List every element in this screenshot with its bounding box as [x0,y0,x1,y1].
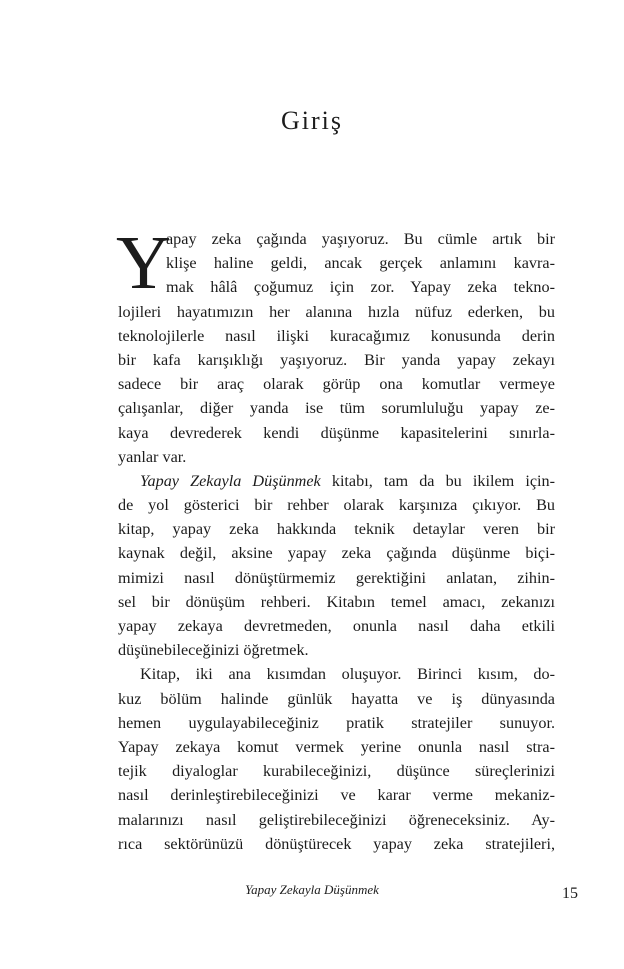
text-line: Kitap, iki ana kısımdan oluşuyor. Birinci kısım, do- [140,665,555,684]
text-line: nasıl derinleştirebileceğinizi ve karar verme mekaniz- [118,786,555,805]
text-line: lojileri hayatımızın her alanına hızla nüfuz ederken, bu [118,302,555,321]
text-line: mimizi nasıl dönüştürmemiz gerektiğini anlatan, zihin- [118,568,555,587]
body-text [116,221,555,856]
text-line: kaya devrederek kendi düşünme kapasitelerini sınırla- [118,423,555,442]
text-line: sadece bir araç olarak görüp ona komutlar vermeye [118,375,555,394]
text-line [118,469,555,493]
text-fragment: kitabı, tam da bu ikilem için- [331,471,555,490]
book-title-italic: Yapay Zekayla Düşünmek [140,471,321,490]
text-line: Yapay zekaya komut vermek yerine onunla nasıl stra- [118,737,555,756]
text-line: kaynak değil, aksine yapay zeka çağında düşünme biçi- [118,544,555,563]
text-line: bir kafa karışıklığı yaşıyoruz. Bir yanda yapay zekayı [118,350,555,369]
text-line: düşünebileceğinizi öğretmek. [118,641,309,660]
text-line: yanlar var. [118,447,187,466]
text-line: apay zeka çağında yaşıyoruz. Bu cümle artık bir [166,230,555,248]
text-line: hemen uygulayabileceğiniz pratik stratejiler sunuyor. [118,713,555,732]
text-line: sel bir dönüşüm rehberi. Kitabın temel amacı, zekanızı [118,592,555,611]
page-number: 15 [562,885,578,902]
text-line: malarınızı nasıl geliştirebileceğinizi öğreneceksiniz. Ay- [118,810,555,829]
text-line: teknolojilerle nasıl ilişki kuracağımız konusunda derin [118,326,555,345]
text-line: kitap, yapay zeka hakkında teknik detaylar veren bir [118,520,555,539]
text-line: kuz bölüm halinde günlük hayatta ve iş dünyasında [118,689,555,708]
text-line: yapay zekaya devretmeden, onunla nasıl daha etkili [118,617,555,635]
chapter-title: Giriş [281,106,343,135]
text-line: tejik diyaloglar kurabileceğinizi, düşünce süreçlerinizi [118,762,555,781]
drop-cap: Y [116,221,171,305]
text-line: de yol gösterici bir rehber olarak karşınıza çıkıyor. Bu [118,496,555,515]
text-line: klişe haline geldi, ancak gerçek anlamını kavra- [166,254,555,273]
text-line: rıca sektörünüzü dönüştürecek yapay zeka stratejileri, [118,834,555,853]
running-footer-title: Yapay Zekayla Düşünmek [245,882,379,897]
text-line: çalışanlar, diğer yanda ise tüm sorumluluğu yapay ze- [118,399,555,418]
text-line: mak hâlâ çoğumuz için zor. Yapay zeka tekno- [166,278,555,297]
